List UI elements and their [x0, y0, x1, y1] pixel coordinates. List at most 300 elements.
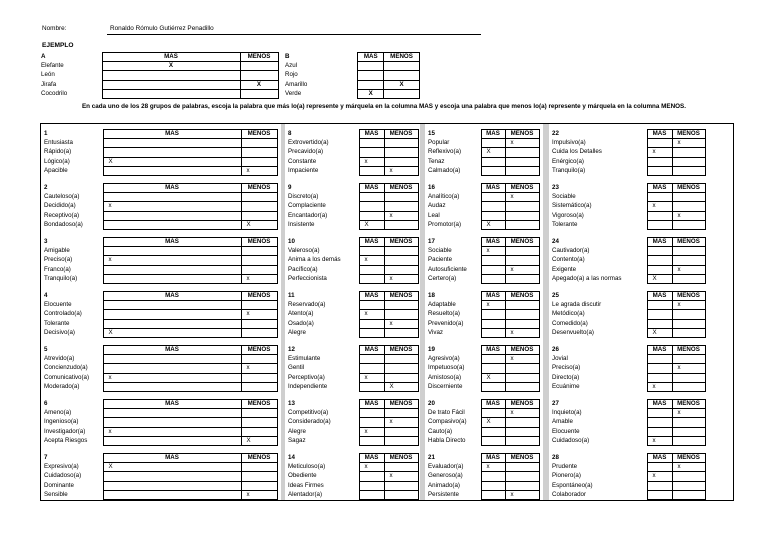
mas-cell[interactable]	[103, 319, 241, 328]
mas-cell[interactable]	[103, 247, 241, 256]
mas-cell[interactable]	[103, 166, 241, 175]
group-number: 12	[288, 346, 295, 354]
menos-cell[interactable]	[384, 328, 418, 337]
mas-cell[interactable]	[359, 409, 384, 418]
example-a-mas-cell[interactable]	[102, 89, 240, 98]
mas-cell[interactable]	[481, 139, 505, 148]
menos-cell[interactable]	[505, 436, 539, 445]
menos-cell[interactable]	[384, 247, 418, 256]
group-number: 15	[428, 130, 435, 138]
mas-cell[interactable]: x	[481, 247, 505, 256]
mas-cell[interactable]	[481, 382, 505, 391]
menos-cell[interactable]	[384, 301, 418, 310]
word-label: Expresivo(a)	[44, 463, 79, 471]
mas-cell[interactable]	[481, 490, 505, 499]
menos-cell[interactable]	[505, 274, 539, 283]
word-label: Sagaz	[288, 436, 306, 444]
menos-cell[interactable]	[672, 427, 705, 436]
mas-cell[interactable]: x	[481, 301, 505, 310]
mas-cell[interactable]	[359, 148, 384, 157]
mas-cell[interactable]	[103, 310, 241, 319]
menos-cell[interactable]: x	[505, 409, 539, 418]
menos-cell[interactable]: x	[384, 274, 418, 283]
word-label: Tolerante	[44, 319, 70, 327]
menos-cell[interactable]	[241, 301, 277, 310]
example-b-menos-cell[interactable]: X	[384, 80, 420, 89]
menos-cell[interactable]	[241, 319, 277, 328]
menos-cell[interactable]	[384, 409, 418, 418]
word-row	[43, 472, 277, 481]
mas-cell[interactable]	[481, 409, 505, 418]
menos-cell[interactable]	[241, 463, 277, 472]
menos-cell[interactable]	[241, 193, 277, 202]
mas-cell[interactable]	[481, 355, 505, 364]
menos-cell[interactable]	[384, 265, 418, 274]
menos-cell[interactable]	[672, 481, 705, 490]
menos-cell[interactable]	[672, 490, 705, 499]
mas-cell[interactable]: x	[481, 463, 505, 472]
mas-cell[interactable]	[359, 193, 384, 202]
menos-cell[interactable]	[384, 256, 418, 265]
word-label: Apegado(a) a las normas	[552, 274, 622, 282]
example-b-mas-cell[interactable]: X	[358, 89, 384, 98]
word-label: Compasivo(a)	[428, 418, 467, 426]
example-b-word: Verde	[285, 89, 302, 97]
menos-cell[interactable]	[672, 355, 705, 364]
mas-cell[interactable]: x	[103, 256, 241, 265]
mas-cell[interactable]: X	[481, 373, 505, 382]
mas-cell[interactable]	[647, 157, 672, 166]
mas-cell[interactable]	[359, 328, 384, 337]
menos-cell[interactable]	[505, 427, 539, 436]
mas-cell[interactable]	[481, 202, 505, 211]
mas-cell[interactable]	[481, 157, 505, 166]
menos-cell[interactable]	[241, 139, 277, 148]
menos-cell[interactable]	[505, 220, 539, 229]
mas-cell[interactable]	[481, 472, 505, 481]
mas-cell[interactable]	[481, 319, 505, 328]
menos-cell[interactable]: x	[672, 301, 705, 310]
mas-cell[interactable]	[481, 364, 505, 373]
group-table-23	[551, 183, 706, 230]
menos-cell[interactable]	[384, 220, 418, 229]
menos-cell[interactable]	[672, 373, 705, 382]
mas-cell[interactable]: X	[359, 220, 384, 229]
menos-cell[interactable]	[505, 157, 539, 166]
word-label: Perfeccionista	[288, 274, 327, 282]
word-label: Cautivador(a)	[552, 247, 590, 255]
mas-cell[interactable]	[481, 265, 505, 274]
mas-cell[interactable]	[481, 328, 505, 337]
mas-cell[interactable]	[103, 274, 241, 283]
menos-cell[interactable]	[241, 427, 277, 436]
menos-cell[interactable]	[384, 310, 418, 319]
mas-cell[interactable]	[647, 166, 672, 175]
menos-cell[interactable]: X	[241, 436, 277, 445]
mas-cell[interactable]	[359, 211, 384, 220]
mas-cell[interactable]: x	[647, 472, 672, 481]
menos-header: MENOS	[384, 400, 418, 409]
menos-cell[interactable]	[672, 328, 705, 337]
example-a-mas-cell[interactable]: X	[102, 62, 240, 71]
mas-cell[interactable]	[359, 202, 384, 211]
mas-cell[interactable]	[647, 490, 672, 499]
mas-cell[interactable]	[647, 481, 672, 490]
group-number: 19	[428, 346, 435, 354]
mas-cell[interactable]	[647, 265, 672, 274]
menos-cell[interactable]	[672, 193, 705, 202]
mas-cell[interactable]	[103, 364, 241, 373]
word-row	[287, 166, 418, 175]
menos-cell[interactable]: x	[672, 463, 705, 472]
example-a-menos-cell[interactable]: X	[240, 80, 278, 89]
menos-cell[interactable]	[241, 211, 277, 220]
mas-header: MAS	[481, 400, 505, 409]
menos-cell[interactable]	[241, 157, 277, 166]
example-b-mas-cell[interactable]	[358, 71, 384, 80]
menos-header: MENOS	[672, 184, 705, 193]
example-a-mas-cell[interactable]	[102, 80, 240, 89]
menos-cell[interactable]	[241, 328, 277, 337]
menos-cell[interactable]: x	[505, 139, 539, 148]
menos-cell[interactable]	[241, 418, 277, 427]
menos-cell[interactable]: x	[505, 355, 539, 364]
menos-cell[interactable]	[672, 418, 705, 427]
menos-cell[interactable]	[384, 364, 418, 373]
menos-cell[interactable]	[505, 463, 539, 472]
menos-cell[interactable]	[505, 301, 539, 310]
mas-cell[interactable]: X	[647, 274, 672, 283]
word-label: Cuidadoso(a)	[552, 436, 590, 444]
mas-cell[interactable]	[647, 373, 672, 382]
menos-cell[interactable]	[505, 364, 539, 373]
word-row	[287, 148, 418, 157]
menos-cell[interactable]: x	[241, 490, 277, 499]
mas-cell[interactable]: x	[103, 427, 241, 436]
mas-cell[interactable]	[359, 265, 384, 274]
mas-cell[interactable]: x	[647, 148, 672, 157]
mas-cell[interactable]	[647, 409, 672, 418]
mas-cell[interactable]: X	[481, 418, 505, 427]
group-number: 18	[428, 292, 435, 300]
menos-cell[interactable]	[505, 148, 539, 157]
menos-cell[interactable]	[672, 148, 705, 157]
mas-cell[interactable]	[103, 211, 241, 220]
mas-cell[interactable]	[103, 382, 241, 391]
group-number: 13	[288, 400, 295, 408]
mas-cell[interactable]	[103, 472, 241, 481]
mas-cell[interactable]: x	[359, 157, 384, 166]
menos-cell[interactable]: X	[241, 220, 277, 229]
menos-cell[interactable]: x	[672, 265, 705, 274]
menos-cell[interactable]	[241, 382, 277, 391]
mas-cell[interactable]	[359, 472, 384, 481]
example-a-letter: A	[41, 53, 46, 61]
menos-cell[interactable]	[384, 139, 418, 148]
word-row	[43, 463, 277, 472]
mas-cell[interactable]	[647, 211, 672, 220]
word-row	[43, 139, 277, 148]
menos-cell[interactable]: x	[672, 139, 705, 148]
menos-cell[interactable]	[505, 256, 539, 265]
mas-cell[interactable]	[359, 139, 384, 148]
example-b-word: Amarillo	[285, 80, 308, 88]
menos-cell[interactable]	[384, 436, 418, 445]
mas-cell[interactable]: x	[359, 256, 384, 265]
word-row	[43, 247, 277, 256]
menos-cell[interactable]	[672, 166, 705, 175]
example-b-menos-cell[interactable]	[384, 89, 420, 98]
mas-cell[interactable]: x	[359, 373, 384, 382]
menos-cell[interactable]	[672, 310, 705, 319]
menos-cell[interactable]	[672, 472, 705, 481]
menos-cell[interactable]: x	[505, 193, 539, 202]
menos-cell[interactable]	[505, 382, 539, 391]
mas-cell[interactable]	[359, 166, 384, 175]
mas-cell[interactable]	[647, 220, 672, 229]
menos-cell[interactable]	[505, 472, 539, 481]
menos-cell[interactable]	[505, 418, 539, 427]
mas-cell[interactable]: x	[647, 202, 672, 211]
mas-cell[interactable]: x	[103, 202, 241, 211]
mas-cell[interactable]	[481, 310, 505, 319]
mas-cell[interactable]	[359, 364, 384, 373]
menos-cell[interactable]	[505, 373, 539, 382]
mas-cell[interactable]	[359, 319, 384, 328]
word-row	[287, 382, 418, 391]
example-b-mas-cell[interactable]	[358, 80, 384, 89]
mas-header: MAS	[481, 130, 505, 139]
word-row	[427, 364, 539, 373]
example-a-mas-cell[interactable]	[102, 71, 240, 80]
example-b-word: Azul	[285, 62, 298, 70]
mas-cell[interactable]	[647, 139, 672, 148]
menos-cell[interactable]	[672, 382, 705, 391]
mas-cell[interactable]	[481, 436, 505, 445]
menos-cell[interactable]	[505, 247, 539, 256]
mas-cell[interactable]	[103, 220, 241, 229]
mas-cell[interactable]	[647, 355, 672, 364]
menos-cell[interactable]	[384, 463, 418, 472]
word-label: Alentador(a)	[288, 490, 323, 498]
menos-cell[interactable]	[384, 157, 418, 166]
menos-cell[interactable]: x	[505, 490, 539, 499]
menos-cell[interactable]: X	[384, 382, 418, 391]
menos-cell[interactable]: x	[672, 409, 705, 418]
mas-cell[interactable]: x	[359, 310, 384, 319]
menos-cell[interactable]	[384, 193, 418, 202]
menos-cell[interactable]	[241, 265, 277, 274]
mas-cell[interactable]	[647, 247, 672, 256]
mas-cell[interactable]	[359, 382, 384, 391]
word-label: Acepta Riesgos	[44, 436, 88, 444]
menos-cell[interactable]: x	[672, 364, 705, 373]
mas-cell[interactable]	[647, 301, 672, 310]
mas-cell[interactable]	[647, 193, 672, 202]
mas-cell[interactable]	[103, 490, 241, 499]
menos-cell[interactable]	[384, 355, 418, 364]
menos-cell[interactable]	[241, 472, 277, 481]
menos-cell[interactable]: x	[384, 472, 418, 481]
menos-header: MENOS	[241, 238, 277, 247]
menos-cell[interactable]: x	[384, 211, 418, 220]
group-number: 1	[44, 130, 48, 138]
mas-cell[interactable]	[481, 427, 505, 436]
menos-cell[interactable]	[241, 202, 277, 211]
word-label: Entusiasta	[44, 139, 73, 147]
menos-cell[interactable]	[505, 481, 539, 490]
example-b-menos-cell[interactable]	[384, 62, 420, 71]
menos-cell[interactable]	[384, 373, 418, 382]
mas-cell[interactable]	[647, 427, 672, 436]
menos-cell[interactable]: x	[384, 166, 418, 175]
mas-cell[interactable]	[103, 436, 241, 445]
menos-cell[interactable]	[672, 274, 705, 283]
menos-cell[interactable]	[672, 256, 705, 265]
menos-cell[interactable]	[241, 148, 277, 157]
word-label: Obediente	[288, 472, 317, 480]
mas-cell[interactable]	[103, 481, 241, 490]
menos-cell[interactable]	[384, 202, 418, 211]
mas-cell[interactable]	[103, 148, 241, 157]
word-label: Rápido(a)	[44, 148, 72, 156]
mas-cell[interactable]: X	[481, 220, 505, 229]
word-row	[427, 139, 539, 148]
mas-cell[interactable]	[359, 301, 384, 310]
mas-header: MAS	[359, 454, 384, 463]
word-label: Impaciente	[288, 166, 319, 174]
menos-cell[interactable]: x	[241, 364, 277, 373]
mas-cell[interactable]	[481, 274, 505, 283]
menos-cell[interactable]	[505, 202, 539, 211]
menos-cell[interactable]	[672, 202, 705, 211]
menos-cell[interactable]	[241, 247, 277, 256]
menos-cell[interactable]: x	[505, 328, 539, 337]
mas-cell[interactable]	[647, 463, 672, 472]
menos-cell[interactable]	[384, 481, 418, 490]
example-a-menos-cell[interactable]	[240, 62, 278, 71]
menos-cell[interactable]	[384, 148, 418, 157]
word-label: Competitivo(a)	[288, 409, 329, 417]
menos-cell[interactable]: x	[384, 418, 418, 427]
mas-cell[interactable]	[359, 247, 384, 256]
mas-cell[interactable]	[359, 418, 384, 427]
group-number: 7	[44, 454, 48, 462]
menos-cell[interactable]	[241, 373, 277, 382]
mas-cell[interactable]	[359, 490, 384, 499]
menos-cell[interactable]	[241, 481, 277, 490]
menos-cell[interactable]	[672, 436, 705, 445]
word-label: Tranquilo(a)	[552, 166, 586, 174]
menos-cell[interactable]: x	[241, 274, 277, 283]
mas-cell[interactable]	[103, 193, 241, 202]
menos-cell[interactable]	[672, 247, 705, 256]
example-b-menos-cell[interactable]	[384, 71, 420, 80]
mas-cell[interactable]	[103, 409, 241, 418]
menos-cell[interactable]: x	[241, 166, 277, 175]
mas-cell[interactable]	[647, 418, 672, 427]
example-a-menos-cell[interactable]	[240, 71, 278, 80]
mas-cell[interactable]	[647, 319, 672, 328]
mas-cell[interactable]: X	[103, 463, 241, 472]
menos-cell[interactable]: x	[505, 265, 539, 274]
mas-cell[interactable]	[481, 211, 505, 220]
mas-cell[interactable]: X	[481, 148, 505, 157]
mas-cell[interactable]	[647, 364, 672, 373]
mas-cell[interactable]	[359, 355, 384, 364]
mas-cell[interactable]: X	[647, 328, 672, 337]
mas-cell[interactable]: X	[103, 157, 241, 166]
mas-cell[interactable]: x	[359, 427, 384, 436]
menos-cell[interactable]: x	[672, 211, 705, 220]
menos-cell[interactable]	[672, 157, 705, 166]
mas-cell[interactable]: x	[647, 382, 672, 391]
mas-cell[interactable]	[481, 256, 505, 265]
menos-cell[interactable]	[241, 256, 277, 265]
word-row	[287, 328, 418, 337]
mas-cell[interactable]	[103, 301, 241, 310]
menos-header: MENOS	[384, 130, 418, 139]
word-row	[427, 481, 539, 490]
word-row	[427, 193, 539, 202]
word-label: Constante	[288, 157, 317, 165]
mas-cell[interactable]: x	[103, 373, 241, 382]
menos-cell[interactable]	[505, 310, 539, 319]
word-row	[287, 139, 418, 148]
word-row	[43, 409, 277, 418]
word-label: Preciso(a)	[44, 256, 73, 264]
mas-cell[interactable]	[359, 436, 384, 445]
menos-cell[interactable]: x	[384, 319, 418, 328]
word-row	[551, 157, 705, 166]
mas-cell[interactable]	[647, 310, 672, 319]
menos-header: MENOS	[384, 454, 418, 463]
mas-cell[interactable]	[103, 418, 241, 427]
menos-cell[interactable]	[241, 409, 277, 418]
menos-cell[interactable]	[505, 211, 539, 220]
mas-cell[interactable]	[103, 355, 241, 364]
menos-cell[interactable]: x	[241, 310, 277, 319]
mas-cell[interactable]	[359, 274, 384, 283]
mas-cell[interactable]	[103, 139, 241, 148]
mas-cell[interactable]	[481, 166, 505, 175]
menos-cell[interactable]	[505, 319, 539, 328]
word-row	[43, 364, 277, 373]
word-label: Bondadoso(a)	[44, 220, 83, 228]
menos-cell[interactable]	[384, 427, 418, 436]
mas-cell[interactable]	[481, 193, 505, 202]
mas-cell[interactable]: x	[359, 463, 384, 472]
menos-cell[interactable]	[672, 319, 705, 328]
menos-cell[interactable]	[505, 166, 539, 175]
group-table-27	[551, 399, 706, 446]
mas-cell[interactable]	[647, 256, 672, 265]
mas-cell[interactable]	[103, 265, 241, 274]
example-a-menos-cell[interactable]	[240, 89, 278, 98]
mas-cell[interactable]	[359, 481, 384, 490]
mas-cell[interactable]: X	[103, 328, 241, 337]
menos-cell[interactable]	[241, 355, 277, 364]
group-table-7	[43, 453, 278, 500]
menos-cell[interactable]	[672, 220, 705, 229]
example-b-mas-cell[interactable]	[358, 62, 384, 71]
menos-cell[interactable]	[384, 490, 418, 499]
mas-cell[interactable]: x	[647, 436, 672, 445]
word-row	[287, 355, 418, 364]
mas-cell[interactable]	[481, 481, 505, 490]
word-label: Ameno(a)	[44, 409, 72, 417]
word-row	[551, 220, 705, 229]
